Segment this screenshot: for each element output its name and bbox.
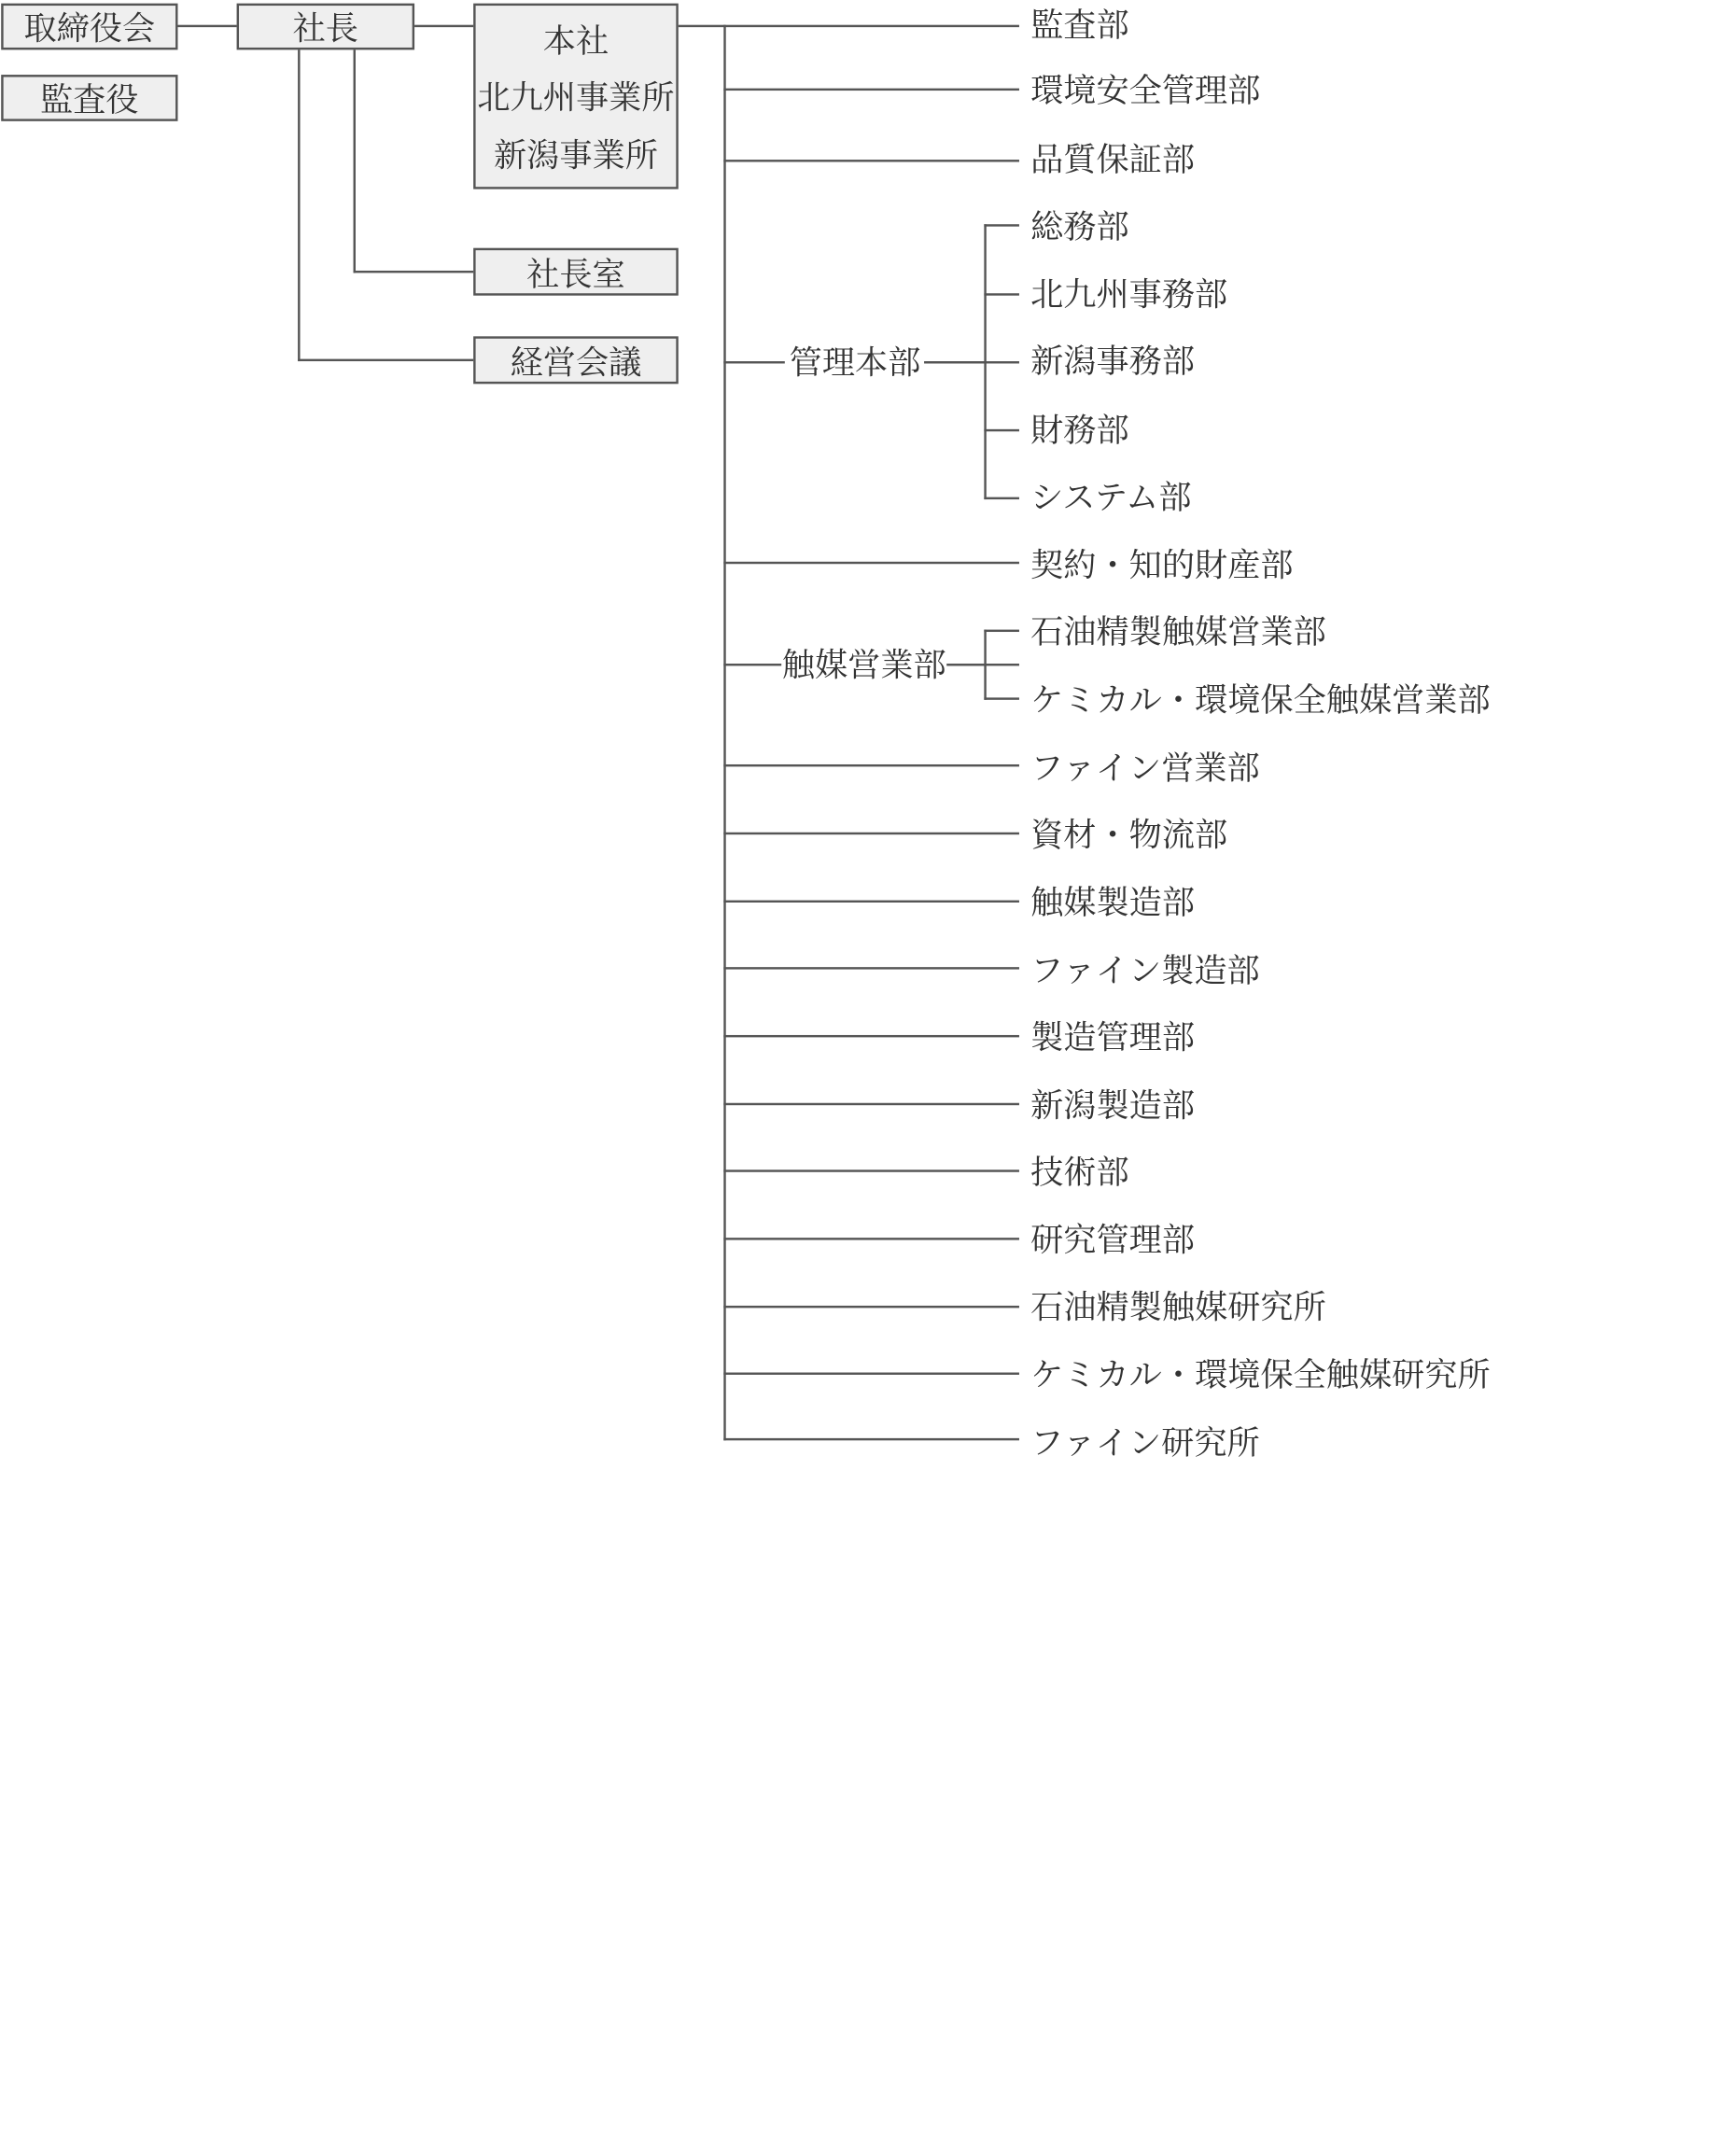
- department-label: ケミカル・環境保全触媒研究所: [1030, 1355, 1491, 1394]
- connector-president-office: [354, 271, 476, 273]
- department-label: 製造管理部: [1030, 1017, 1196, 1057]
- department-label: 石油精製触媒営業部: [1030, 612, 1326, 651]
- department-label: ケミカル・環境保全触媒営業部: [1030, 680, 1491, 720]
- branch-line: [723, 89, 1019, 91]
- niigata-plant-label: 新潟事業所: [493, 135, 658, 175]
- department-label: 北九州事務部: [1030, 274, 1228, 315]
- branch-line: [723, 967, 1019, 969]
- department-label: 財務部: [1030, 411, 1129, 450]
- board-of-directors-box: 取締役会: [1, 4, 177, 50]
- branch-line: [723, 901, 1019, 903]
- department-label: 総務部: [1030, 207, 1129, 246]
- branch-line: [723, 1438, 1019, 1440]
- connector-catalyst-sales-subtree: [946, 664, 986, 665]
- connector-hq-spine: [676, 25, 724, 27]
- department-label: 新潟製造部: [1030, 1085, 1196, 1125]
- department-label: 監査部: [1030, 6, 1129, 45]
- department-label: 触媒製造部: [1030, 883, 1196, 922]
- branch-line: [984, 429, 1019, 431]
- department-label: 研究管理部: [1030, 1220, 1196, 1260]
- branch-line: [723, 833, 1019, 834]
- department-label: 契約・知的財産部: [1030, 545, 1294, 585]
- presidents-office-box: 社長室: [473, 248, 679, 296]
- management-meeting-box: 経営会議: [473, 336, 679, 384]
- department-label: ファイン研究所: [1030, 1423, 1260, 1463]
- department-label: 技術部: [1030, 1153, 1129, 1192]
- branch-line: [984, 630, 1019, 632]
- branch-line: [984, 497, 1019, 499]
- branch-line: [723, 1103, 1019, 1105]
- department-label: 石油精製触媒研究所: [1030, 1287, 1326, 1326]
- branch-line: [723, 764, 1019, 766]
- branch-line: [723, 1238, 1019, 1239]
- branch-line: [723, 25, 1019, 27]
- kitakyushu-plant-label: 北九州事業所: [477, 78, 675, 118]
- head-office-label: 本社: [542, 21, 609, 61]
- connector-president-office-vertical: [354, 49, 356, 273]
- branch-line: [723, 160, 1019, 161]
- department-label: ファイン製造部: [1030, 951, 1260, 990]
- branch-line: [984, 224, 1019, 226]
- auditor-box: 監査役: [1, 75, 177, 121]
- president-box: 社長: [237, 4, 414, 50]
- connector-admin-hq-subtree: [924, 361, 987, 363]
- department-label: ファイン営業部: [1030, 748, 1260, 788]
- connector-president-meeting: [298, 359, 475, 361]
- branch-line: [723, 1373, 1019, 1375]
- group-label-catalyst-sales: 触媒営業部: [781, 643, 946, 686]
- group-label-admin-hq: 管理本部: [785, 341, 925, 384]
- connector-president-hq: [413, 25, 476, 27]
- branch-line: [723, 1035, 1019, 1037]
- department-label: 品質保証部: [1030, 140, 1196, 179]
- connector-president-meeting-vertical: [298, 49, 300, 361]
- branch-line: [723, 562, 1019, 564]
- department-label: 環境安全管理部: [1030, 71, 1261, 110]
- connector-board-president: [175, 25, 239, 27]
- head-office-box: [473, 4, 679, 189]
- department-label: 新潟事務部: [1030, 342, 1196, 381]
- branch-line: [984, 697, 1019, 699]
- department-label: 資材・物流部: [1030, 815, 1228, 854]
- branch-line: [984, 293, 1019, 295]
- department-label: システム部: [1030, 478, 1192, 517]
- spine-line: [723, 25, 725, 1441]
- branch-line: [723, 1306, 1019, 1308]
- branch-line: [723, 1169, 1019, 1171]
